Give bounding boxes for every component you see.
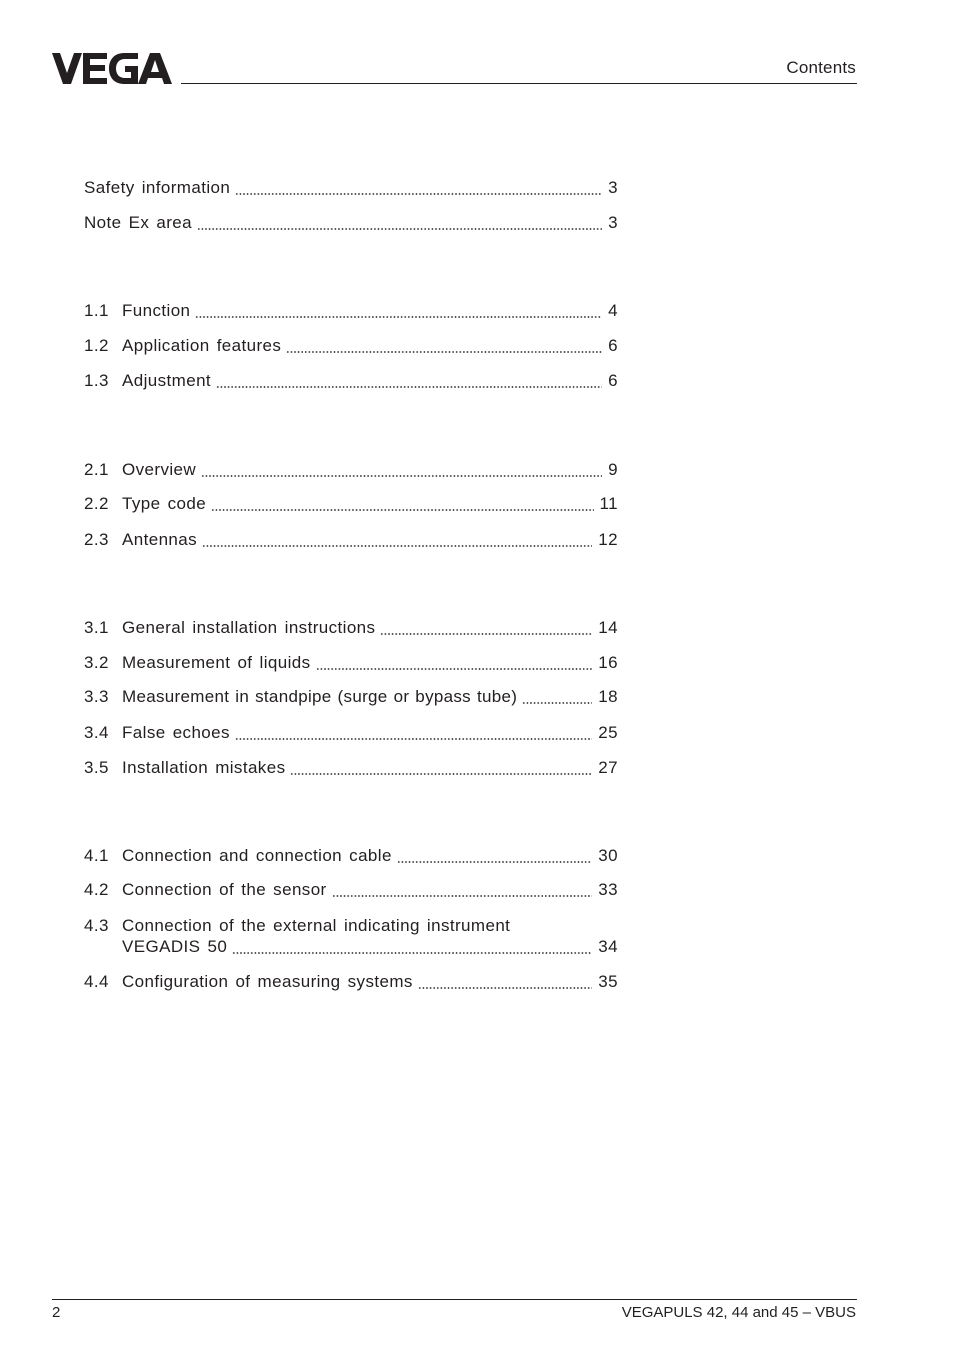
toc-leader-dots <box>286 351 602 353</box>
toc-entry-number: 2.1 <box>84 460 109 479</box>
toc-entry-page: 18 <box>598 687 618 706</box>
toc-leader-dots <box>216 386 602 388</box>
toc-entry-title: Connection and connection cable <box>122 846 392 865</box>
toc-entry-3-3[interactable] <box>84 687 618 709</box>
toc-entry-number: 2.3 <box>84 530 109 549</box>
toc-entry-number: 1.2 <box>84 336 109 355</box>
footer-document-title: VEGAPULS 42, 44 and 45 – VBUS <box>621 1304 856 1321</box>
toc-leader-dots <box>201 475 602 477</box>
toc-entry-page: 34 <box>598 937 618 956</box>
toc-entry-title: Function <box>122 301 191 320</box>
header-section-title: Contents <box>786 58 856 77</box>
toc-leader-dots <box>195 316 602 318</box>
toc-entry-number: 1.1 <box>84 301 109 320</box>
toc-entry-number: 3.3 <box>84 687 109 706</box>
toc-entry-title: Overview <box>122 460 197 479</box>
toc-entry-number: 2.2 <box>84 494 109 513</box>
toc-entry-title: General installation instructions <box>122 618 376 637</box>
toc-entry-1-1[interactable] <box>84 301 618 323</box>
toc-leader-dots <box>211 509 594 511</box>
toc-leader-dots <box>232 952 592 954</box>
toc-entry-page: 9 <box>608 460 618 479</box>
toc-entry-number: 3.2 <box>84 653 109 672</box>
toc-entry-number: 1.3 <box>84 371 109 390</box>
toc-entry-4-4[interactable] <box>84 972 618 994</box>
toc-entry-page: 16 <box>598 653 618 672</box>
toc-entry-title: Connection of the sensor <box>122 880 327 899</box>
toc-entry-page: 33 <box>598 880 618 899</box>
toc-entry-2-2[interactable] <box>84 494 618 516</box>
toc-entry-number: 3.1 <box>84 618 109 637</box>
toc-entry-title: Adjustment <box>122 371 212 390</box>
toc-leader-dots <box>316 668 593 670</box>
toc-leader-dots <box>235 738 592 740</box>
toc-entry-title: Connection of the external indicating instrument <box>122 916 511 935</box>
toc-entry-number: 3.4 <box>84 723 109 742</box>
toc-leader-dots <box>202 545 592 547</box>
toc-entry-2-3[interactable] <box>84 530 618 552</box>
toc-entry-page: 4 <box>608 301 618 320</box>
toc-entry-title: Application features <box>122 336 282 355</box>
toc-entry-title: Safety information <box>84 178 231 197</box>
toc-entry-page: 25 <box>598 723 618 742</box>
toc-entry-3-1[interactable] <box>84 618 618 640</box>
toc-entry-number: 4.2 <box>84 880 109 899</box>
toc-entry-number: 4.4 <box>84 972 109 991</box>
toc-entry-page: 12 <box>598 530 618 549</box>
footer-page-number: 2 <box>52 1304 61 1321</box>
toc-entry-number: 4.1 <box>84 846 109 865</box>
toc-leader-dots <box>418 987 593 989</box>
toc-entry-note-ex-area[interactable] <box>84 213 618 235</box>
toc-entry-safety-information[interactable] <box>84 178 618 200</box>
toc-entry-4-3-line1[interactable] <box>84 916 618 938</box>
toc-entry-3-4[interactable] <box>84 723 618 745</box>
toc-entry-page: 3 <box>608 178 618 197</box>
toc-entry-title: Installation mistakes <box>122 758 286 777</box>
toc-leader-dots <box>235 193 602 195</box>
toc-entry-1-3[interactable] <box>84 371 618 393</box>
toc-entry-page: 6 <box>608 336 618 355</box>
toc-entry-title: Measurement in standpipe (surge or bypass tube) <box>122 687 518 706</box>
toc-entry-3-2[interactable] <box>84 653 618 675</box>
footer-rule <box>52 1299 857 1300</box>
toc-entry-4-1[interactable] <box>84 846 618 868</box>
toc-entry-page: 6 <box>608 371 618 390</box>
toc-leader-dots <box>290 773 592 775</box>
toc-entry-title: Measurement of liquids <box>122 653 311 672</box>
vega-logo-mark <box>52 53 172 84</box>
header-rule <box>181 83 857 84</box>
toc-entry-4-2[interactable] <box>84 880 618 902</box>
toc-leader-dots <box>380 633 592 635</box>
toc-entry-4-3-line2[interactable] <box>84 937 618 959</box>
toc-entry-page: 3 <box>608 213 618 232</box>
toc-entry-number: 3.5 <box>84 758 109 777</box>
toc-entry-title: Note Ex area <box>84 213 193 232</box>
toc-entry-page: 14 <box>598 618 618 637</box>
toc-entry-page: 30 <box>598 846 618 865</box>
toc-entry-title: Antennas <box>122 530 198 549</box>
toc-entry-page: 11 <box>599 494 618 513</box>
toc-leader-dots <box>332 895 593 897</box>
toc-entry-page: 27 <box>598 758 618 777</box>
toc-entry-title: Configuration of measuring systems <box>122 972 413 991</box>
toc-entry-2-1[interactable] <box>84 460 618 482</box>
toc-leader-dots <box>197 228 602 230</box>
toc-entry-title: False echoes <box>122 723 230 742</box>
toc-leader-dots <box>397 861 592 863</box>
toc-entry-page: 35 <box>598 972 618 991</box>
vega-logo <box>52 53 172 84</box>
toc-entry-3-5[interactable] <box>84 758 618 780</box>
toc-leader-dots <box>522 702 592 704</box>
toc-entry-1-2[interactable] <box>84 336 618 358</box>
toc-entry-number: 4.3 <box>84 916 109 935</box>
toc-entry-title: Type code <box>122 494 207 513</box>
toc-entry-title-continued: VEGADIS 50 <box>122 937 228 956</box>
